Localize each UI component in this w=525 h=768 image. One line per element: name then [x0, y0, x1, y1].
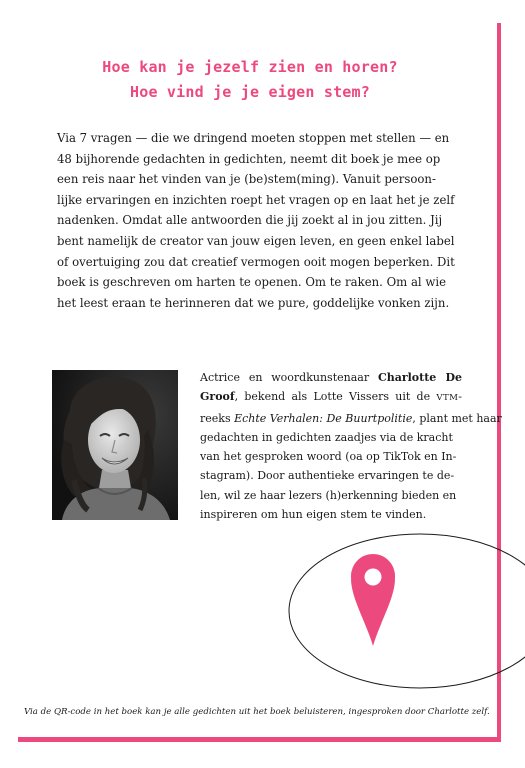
- blurb-line: het leest eraan te herinneren dat we pure, goddelijke vonken zijn.: [57, 295, 450, 310]
- blurb-line: bent namelijk de creator van jouw eigen leven, en geen enkel label: [57, 233, 455, 248]
- bio-line: [200, 368, 462, 387]
- bio-line: van het gesproken woord (oa op TikTok en In-: [200, 450, 457, 464]
- tagline-line-2: Hoe vind je je eigen stem?: [130, 83, 370, 101]
- author-bio: [200, 368, 502, 524]
- series-title: Echte Verhalen: De Buurtpolitie: [234, 411, 413, 425]
- bio-line: inspireren om hun eigen stem te vinden.: [200, 508, 427, 522]
- bio-line: len, wil ze haar lezers (h)erkenning bieden en: [200, 488, 457, 502]
- tagline-line-1: Hoe kan je jezelf zien en horen?: [102, 58, 398, 76]
- blurb-line: 48 bijhorende gedachten in gedichten, neemt dit boek je mee op: [57, 151, 441, 166]
- network-name: VTM: [436, 393, 459, 404]
- blurb-line: boek is geschreven om harten te openen. Om te raken. Om al wie: [57, 275, 447, 290]
- blurb-line: Via 7 vragen — die we dringend moeten stoppen met stellen — en: [57, 131, 450, 145]
- bio-line: [200, 409, 502, 428]
- bio-after-series: , plant met haar: [412, 411, 502, 425]
- bio-line: gedachten in gedichten zaadjes via de kracht: [200, 430, 453, 444]
- author-name-last: Groof: [200, 390, 235, 404]
- book-blurb: [57, 128, 457, 313]
- bio-line: [200, 387, 462, 408]
- bio-intro: Actrice en woordkunstenaar: [200, 371, 370, 384]
- blurb-line: of overtuiging zou dat creatief vermogen ooit mogen beperken. Dit: [57, 254, 455, 269]
- bio-reeks: reeks: [200, 411, 231, 425]
- bio-hyphen: -: [458, 390, 462, 404]
- tagline: [0, 55, 500, 105]
- bio-after-name: , bekend als Lotte Vissers uit de: [234, 390, 431, 404]
- blurb-line: lijke ervaringen en inzichten roept het vragen op en laat het je zelf: [57, 192, 455, 207]
- author-photo: [52, 370, 178, 520]
- blurb-line: een reis naar het vinden van je (be)stem(ming). Vanuit persoon-: [57, 172, 436, 187]
- bio-line: stagram). Door authentieke ervaringen te de-: [200, 469, 455, 483]
- frame-bottom-border: [18, 737, 501, 742]
- qr-code-note: Via de QR-code in het boek kan je alle gedichten uit het boek beluisteren, ingesproken door Charlotte zelf.: [24, 707, 490, 717]
- author-name: Charlotte De: [377, 371, 463, 384]
- frame-right-border: [497, 23, 501, 742]
- blurb-line: nadenken. Omdat alle antwoorden die jij zoekt al in jou zitten. Jij: [57, 213, 443, 228]
- author-portrait-illustration: [52, 370, 178, 520]
